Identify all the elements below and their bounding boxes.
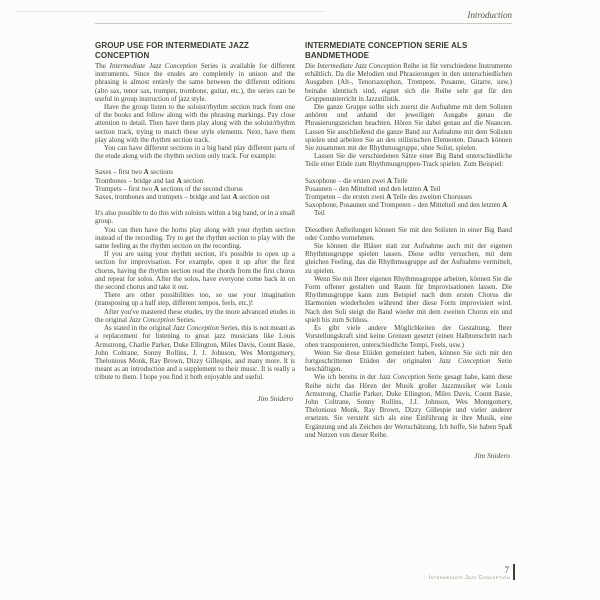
example-list: [95, 168, 295, 201]
paragraph: [95, 209, 295, 225]
paragraph: [305, 103, 512, 152]
text-segment: Teile des zweiten Chorusses: [391, 193, 472, 202]
text-segment: Series.: [174, 315, 196, 324]
text-segment: Saxes – first two: [95, 168, 144, 177]
series-title-italic: Jazz Conception: [378, 373, 426, 382]
text-segment: Posaunen – den Mittelteil und den letzten: [305, 184, 424, 193]
text-segment: Wenn Sie diese Etüden gemeistert haben, können Sie sich mit den fortgeschrittenen Etüden der originalen: [305, 348, 512, 365]
bold-letter: A: [176, 176, 182, 185]
column-body-german: [305, 62, 512, 460]
paragraph: [95, 226, 295, 251]
paragraph: [95, 308, 295, 324]
bold-letter: A: [153, 184, 159, 193]
text-segment: Reihe ist für verschiedene Instrumente erhältlich. Da die Melodien und Phrasierungen in den unterschiedlichen Ausgaben (Alt-, Tenorsaxophon, Trompete, Posaune, Gitarre, usw.) beinahe identisch sind, eignet sich die Reihe sehr gut für den Gruppenunterricht in Jazzstilistik.: [305, 62, 513, 103]
paragraph: [95, 291, 295, 307]
text-segment: Teil: [314, 209, 325, 218]
paragraph: [305, 242, 512, 275]
example-list-item: [305, 185, 512, 193]
series-title-italic: Intermediate Jazz Conception: [109, 62, 198, 70]
section-title: Introduction: [467, 10, 512, 20]
author-signature: Jim Snidero: [257, 393, 293, 403]
bold-letter: A: [386, 193, 392, 202]
paragraph: [95, 103, 295, 144]
text-segment: sections of the second chorus: [158, 184, 243, 193]
column-heading-english: GROUP USE FOR INTERMEDIATE JAZZ CONCEPTION: [95, 41, 249, 60]
text-segment: Wenn Sie mit Ihrer eigenen Rhythmusgruppe arbeiten, können Sie die Form offener gestalten und Raum für Improvisationen lassen. Die Rhythmusgruppe kann zum Beispiel nach dem ersten Chorus die Harmonien wiederholen während über diese Form improvisiert wird. Nach den Soli steigt die Band wieder mit dem zweiten Chorus ein und spielt bis zum Schluss.: [305, 274, 512, 324]
paragraph: [305, 226, 512, 242]
text-segment: Sie können die Bläser statt zur Aufnahme auch mit der eigenen Rhythmusgruppe spielen lassen. Diese sollte versuchen, mit dem gleichen Feeling, das die Rhythmusgruppe auf der Aufnahme vermittelt, zu spielen.: [305, 242, 512, 275]
column-german: [305, 41, 512, 460]
text-segment: There are other possibilities too, so use your imagination (transposing up a half step, different tempos, feels, etc.)!: [95, 291, 295, 308]
column-body-english: [95, 62, 295, 403]
paragraph: [305, 324, 512, 349]
text-segment: Die ganze Gruppe sollte sich zuerst die Aufnahme mit dem Solisten anhören und anhand der jeweiligen Ausgabe genau die Phrasierungszeichen beachten. Hören Sie dabei genau auf die Nuancen. Lassen Sie anschließend die ganze Band zur Aufnahme mit dem Solisten spielen und arbeiten Sie an den stilistischen Elementen. Danach können Sie zusammen mit der Rhythmusgruppe, ohne Solist, spielen.: [305, 103, 512, 153]
example-list-item: [305, 193, 512, 201]
page-header: [95, 10, 512, 24]
text-segment: Wie ich bereits in der: [314, 373, 379, 382]
text-segment: section: [181, 176, 204, 185]
example-list-item: [95, 177, 295, 185]
paragraph: [95, 144, 295, 160]
page-footer: [429, 566, 510, 582]
paragraph: [95, 324, 295, 381]
text-segment: It's also possible to do this with soloists within a big band, or in a small group.: [95, 209, 295, 226]
text-segment: Teil: [428, 184, 441, 193]
text-segment: Saxophone, Posaunen und Trompeten – den Mittelteil und den letzten: [305, 201, 502, 210]
example-list-item: [305, 177, 512, 185]
column-heading-german: INTERMEDIATE CONCEPTION SERIE ALS BANDMETHODE: [305, 41, 468, 60]
text-segment: Saxes, trombones and trumpets – bridge and last: [95, 193, 233, 202]
page-number: 7: [504, 565, 509, 575]
text-segment: Trompeten – die ersten zwei: [305, 193, 387, 202]
text-segment: Trumpets – first two: [95, 184, 154, 193]
text-segment: Trombones – bridge and last: [95, 176, 177, 185]
example-list-item: [305, 201, 512, 217]
author-signature: Jim Snidero: [474, 450, 510, 460]
text-segment: Series, this is not meant as a replacement for listening to great jazz musicians like Louis Armstrong, Charlie Parker, Duke Ellington, Miles Davis, Count Basie, John Coltrane, Sonny Rollins, J. J. Johnson, Wes Montgomery, Thelonious Monk, Ray Brown, Dizzy Gillespie, and many more. It is meant as an introduction and a supplement to their music. It is really a tribute to them. I hope you find it both enjoyable and useful.: [95, 324, 295, 382]
text-segment: sections: [148, 168, 173, 177]
text-segment: Teile: [391, 176, 408, 185]
series-title-italic: Jazz Conception: [128, 315, 175, 324]
two-column-text: [95, 41, 512, 460]
paragraph: [305, 373, 512, 439]
column-english: [95, 41, 295, 403]
example-list-item: [95, 193, 295, 201]
text-segment: You can then have the horns play along with your rhythm section instead of the recording. Try to get the rhythm section to play with the same feeling as the rhythm section on the recording.: [95, 225, 295, 251]
series-title-italic: Jazz Conception: [438, 356, 491, 365]
paragraph: [305, 349, 512, 374]
example-list-item: [95, 168, 295, 176]
paragraph: [305, 152, 512, 168]
text-segment: Dieselben Aufteilungen können Sie mit den Solisten in einer Big Band oder Combo vornehmen.: [305, 225, 512, 242]
text-segment: As stated in the original: [104, 324, 173, 333]
header-rule: [95, 23, 512, 24]
paragraph: [305, 62, 512, 103]
text-segment: If you are using your rhythm section, it's possible to open up a section for improvisation. For example, open it up after the first chorus, having the rhythm section read the chords from the first chorus and repeat for solos. After the solos, have everyone come back in on the second chorus and take it out.: [95, 250, 295, 292]
page-edge-tab-mark: [513, 564, 516, 580]
text-segment: You can have different sections in a big band play different parts of the etude along with the rhythm section only track. For example:: [95, 144, 295, 161]
bold-letter: A: [423, 184, 429, 193]
paragraph: [305, 275, 512, 324]
text-segment: Serie beschäftigen.: [305, 356, 513, 374]
footer-book-title: Intermediate Jazz Conception: [428, 575, 510, 581]
bold-letter: A: [143, 168, 149, 177]
text-segment: Have the group listen to the soloist/rhythm section track from one of the books and follow along with the phrasing markings. Pay close attention to detail. Then have them play along with the soloist/rhythm section track, trying to match these style elements. Next, have them play along with the rhythm section track.: [95, 103, 295, 144]
text-segment: section out: [237, 193, 270, 202]
text-segment: Serie gesagt habe, kann diese Reihe nicht das Hören der Musik großer Jazzmusiker wie Louis Armstrong, Charlie Parker, Duke Ellington, Miles Davis, Count Basie, John Coltrane, Sonny Rollins, J.J. Johnson, Wes Montgomery, Thelonious Monk, Ray Brown, Dizzy Gillespie und vieler anderer ersetzen. Sie versteht sich als eine Einführung in ihre Musik, eine Ergänzung und als Zeichen der Wertschätzung. Ich hoffe, Sie haben Spaß und Nutzen von dieser Reihe.: [305, 373, 512, 439]
series-title-italic: Intermediate Jazz Conception: [317, 62, 402, 70]
text-segment: Series is available for different instruments. Since the etudes are completely in unison and the phrasing is almost entirely the same between the different editions (alto sax, tenor sax, trumpet, trombone, guitar, etc.), the series can be useful in group instruction of jazz style.: [95, 62, 296, 103]
bold-letter: A: [386, 176, 392, 185]
bold-letter: A: [232, 193, 238, 202]
text-segment: After you've mastered these etudes, try the more advanced etudes in the original: [95, 307, 295, 324]
text-segment: Saxophone – die ersten zwei: [305, 176, 387, 185]
paragraph: [95, 62, 295, 103]
bold-letter: A: [501, 201, 508, 210]
paragraph: [95, 250, 295, 291]
example-list-item: [95, 185, 295, 193]
series-title-italic: Jazz Conception: [172, 324, 219, 333]
text-segment: Die: [305, 62, 318, 70]
example-list: [305, 177, 512, 218]
text-segment: Lassen Sie die verschiedenen Sätze einer Big Band unterschiedliche Teile einer Etüde zum Rhythmusgruppen-Track spielen. Zum Beispiel:: [305, 152, 512, 169]
text-segment: Es gibt viele andere Möglichkeiten der Gestaltung, Ihrer Vorstellungskraft sind keine Grenzen gesetzt (einen Halbtonschritt nach oben transponieren, unterschiedliche Tempi, Feels, usw.): [305, 324, 512, 349]
text-segment: The: [95, 62, 110, 70]
